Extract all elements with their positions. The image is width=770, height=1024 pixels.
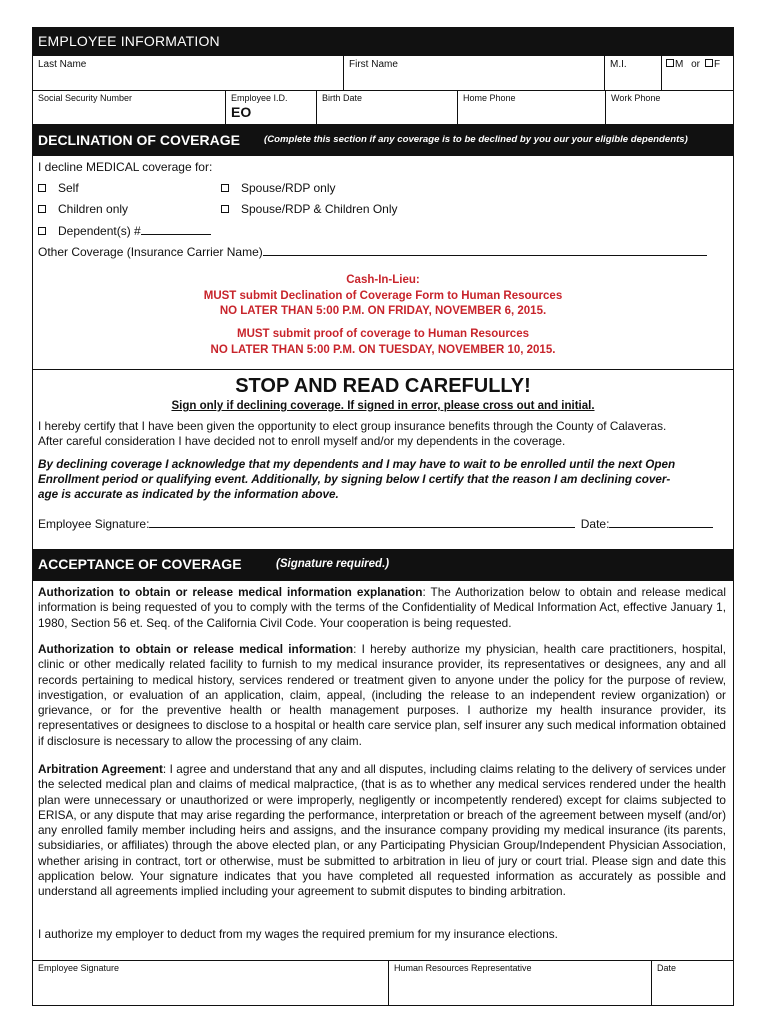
acceptance-header (33, 549, 733, 581)
male-label: M (675, 59, 684, 70)
spouse-rdp-children-label: Spouse/RDP & Children Only (241, 202, 398, 216)
employee-info-header (33, 28, 733, 56)
auth-explanation-paragraph (38, 585, 726, 631)
acknowledge-line-3: age is accurate as indicated by the information above. (38, 488, 339, 501)
male-checkbox[interactable] (666, 59, 674, 67)
birth-date-label: Birth Date (322, 93, 363, 103)
must-submit-form-text: MUST submit Declination of Coverage Form to Human Resources (203, 290, 563, 302)
work-phone-label: Work Phone (611, 93, 661, 103)
acceptance-date-field[interactable] (652, 960, 734, 1006)
ssn-field[interactable] (33, 90, 225, 124)
auth-paragraph (38, 642, 726, 749)
spouse-rdp-only-checkbox[interactable] (221, 184, 229, 192)
decline-signature-label: Employee Signature: (38, 517, 150, 531)
cash-in-lieu-label: Cash-In-Lieu: (346, 274, 420, 286)
certify-line-1: I hereby certify that I have been given the opportunity to elect group insurance benefits through the County of Calaveras. (38, 419, 667, 433)
auth-explanation-body: : The Authorization below to obtain and release medical information is being requested of you to comply with the terms of the Confidentiality of Medical Information Act, effective January 1, 1980, Section 56 et. Seq. of the California Civil Code. Your cooperation is being requested. (38, 585, 726, 630)
spouse-rdp-children-option[interactable] (221, 202, 398, 217)
deadline-1-text: NO LATER THAN 5:00 P.M. ON FRIDAY, NOVEMBER 6, 2015. (219, 305, 547, 317)
female-label: F (714, 59, 721, 70)
other-coverage-row (38, 244, 707, 260)
children-only-option[interactable] (38, 202, 128, 217)
arbitration-body: : I agree and understand that any and all disputes, including claims relating to the delivery of services under the selected medical plan and claims of medical malpractice, (that is as to whether any medical services rendered under the health plan were unnecessary or unauthorized or were improperly, negligently or incompetently rendered) except for claims subjected to ERISA, or any dispute that may arise regarding the performance, interpretation or breach of the agreement between myself (and/or) any enrolled family member including heirs and assigns, and the insurance company providing my medical insurance (its parents, subsidiaries, or affiliates) through the above elected plan, or any Participating Physician Group/Independent Physician Association, whether arising in contract, tort or otherwise, must be submitted to arbitration in lieu of jury or court trial. Please sign and date this application below. Your signature indicates that you have completed all requested information as accurately as possible and understand all agreements implied including your agreement to submit disputes to binding arbitration. (38, 762, 726, 899)
hr-rep-field[interactable] (389, 960, 651, 1006)
decline-signature-row (38, 516, 713, 532)
female-checkbox[interactable] (705, 59, 713, 67)
work-phone-field[interactable] (606, 90, 734, 124)
enrollment-form (32, 27, 734, 1006)
hr-rep-label: Human Resources Representative (394, 963, 532, 973)
dependents-option[interactable] (38, 223, 211, 239)
last-name-label: Last Name (38, 59, 87, 70)
dependents-label: Dependent(s) # (58, 224, 141, 238)
declination-title: DECLINATION OF COVERAGE (38, 132, 240, 148)
first-name-field[interactable] (344, 56, 604, 90)
self-label: Self (58, 181, 79, 195)
dependents-checkbox[interactable] (38, 227, 46, 235)
decline-signature-field[interactable] (149, 516, 575, 528)
first-name-label: First Name (349, 59, 398, 70)
decline-date-field[interactable] (609, 516, 713, 528)
ssn-label: Social Security Number (38, 93, 133, 103)
home-phone-field[interactable] (458, 90, 605, 124)
deadline-2-text: NO LATER THAN 5:00 P.M. ON TUESDAY, NOVEMBER 10, 2015. (210, 344, 556, 356)
auth-heading: Authorization to obtain or release medical information (38, 642, 354, 656)
employee-id-value: EO (231, 104, 252, 120)
employee-info-title: EMPLOYEE INFORMATION (38, 33, 220, 49)
other-coverage-label: Other Coverage (Insurance Carrier Name) (38, 245, 263, 259)
spouse-rdp-only-label: Spouse/RDP only (241, 181, 336, 195)
declination-header (33, 124, 733, 156)
must-submit-proof-text: MUST submit proof of coverage to Human Resources (236, 328, 529, 340)
birth-date-field[interactable] (317, 90, 457, 124)
spouse-rdp-children-checkbox[interactable] (221, 205, 229, 213)
declination-subtitle: (Complete this section if any coverage is to be declined by you our your eligible dependents) (264, 134, 688, 145)
arbitration-heading: Arbitration Agreement (38, 762, 163, 776)
dependents-number-field[interactable] (141, 223, 211, 235)
last-name-field[interactable] (33, 56, 343, 90)
stop-subtitle: Sign only if declining coverage. If signed in error, please cross out and initial. (171, 400, 595, 412)
employee-id-field[interactable] (226, 90, 316, 124)
children-only-label: Children only (58, 202, 129, 216)
mi-label: M.I. (610, 59, 627, 70)
home-phone-label: Home Phone (463, 93, 516, 103)
arbitration-paragraph (38, 762, 726, 900)
employee-signature-field[interactable] (33, 960, 388, 1006)
acceptance-title: ACCEPTANCE OF COVERAGE (38, 556, 242, 572)
or-label: or (691, 59, 701, 70)
self-option[interactable] (38, 181, 79, 196)
gender-field (662, 56, 734, 90)
acceptance-date-label: Date (657, 963, 677, 973)
decline-medical-text: I decline MEDICAL coverage for: (38, 160, 213, 174)
children-only-checkbox[interactable] (38, 205, 46, 213)
employee-id-label: Employee I.D. (231, 93, 288, 103)
employee-signature-label: Employee Signature (38, 963, 120, 973)
acknowledge-line-2: Enrollment period or qualifying event. Additionally, by signing below I certify that the reason I am declining cover- (38, 473, 671, 486)
mi-field[interactable] (605, 56, 661, 90)
deduct-text: I authorize my employer to deduct from my wages the required premium for my insurance elections. (38, 927, 558, 941)
decline-date-label: Date: (580, 517, 610, 531)
acceptance-subtitle: (Signature required.) (276, 558, 390, 570)
auth-body: : I hereby authorize my physician, health care practitioners, hospital, clinic or other medically related facility to furnish to my medical insurance provider, its representatives or designees, any and all records pertaining to medical history, services rendered or treatment given to anyone under the policy for the purpose of review, investigation, or evaluation of an application, claim, appeal, (including the release to an independent review organization) or grievance, or for the preventive health or health management purposes. I authorize my health insurance provider, its representatives or designees to disclose to a hospital or health care service plan, self insurer any such medical information obtained if disclosure is necessary to allow the processing of any claim. (38, 642, 726, 748)
self-checkbox[interactable] (38, 184, 46, 192)
stop-title: STOP AND READ CAREFULLY! (235, 375, 531, 397)
acknowledge-line-1: By declining coverage I acknowledge that my dependents and I may have to wait to be enrolled until the next Open (38, 458, 676, 471)
certify-line-2: After careful consideration I have decided not to enroll myself and/or my dependents in the coverage. (38, 434, 566, 448)
spouse-rdp-only-option[interactable] (221, 181, 336, 196)
other-coverage-field[interactable] (263, 244, 707, 256)
auth-explanation-heading: Authorization to obtain or release medical information explanation (38, 585, 423, 599)
